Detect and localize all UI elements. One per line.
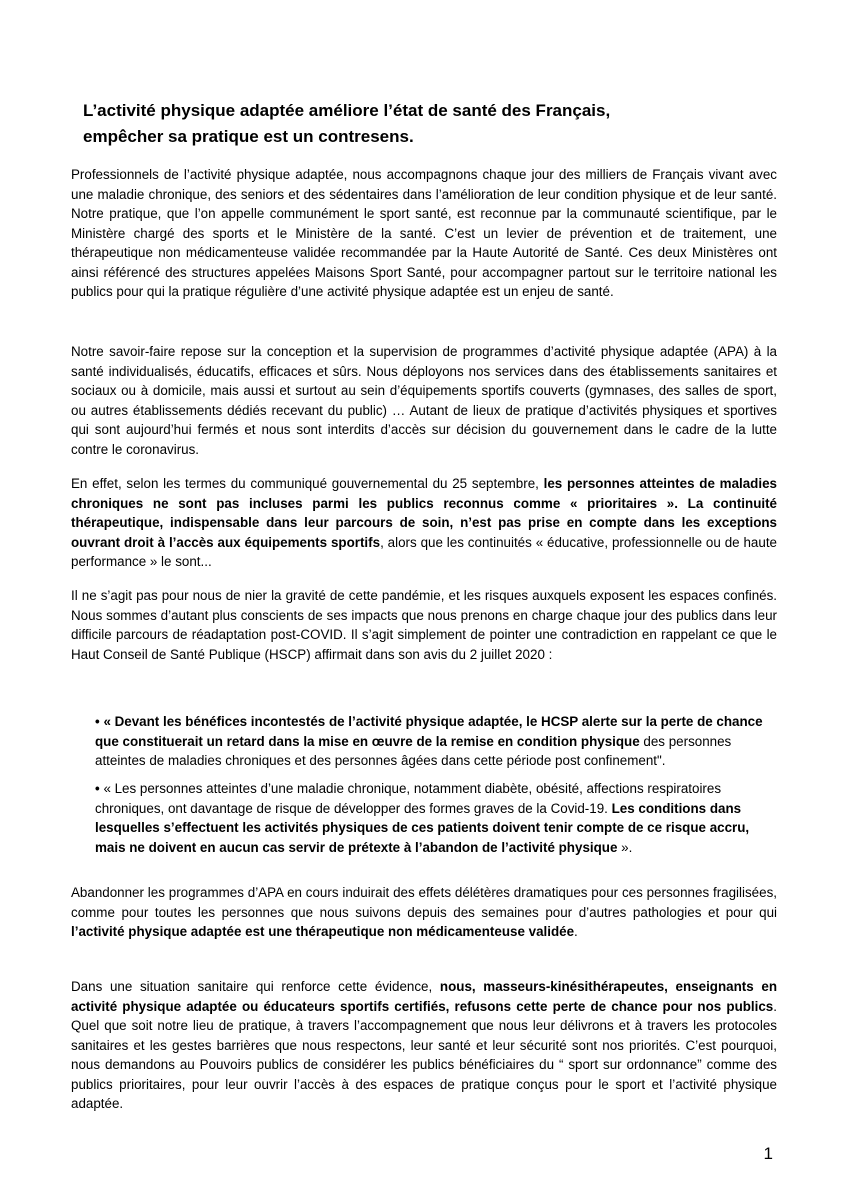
text-span: des personnes atteintes de maladies chroniques et des personnes âgées dans cette période post confinement". — [95, 733, 732, 768]
title-line-2: empêcher sa pratique est un contresens. — [83, 127, 414, 146]
paragraph-pandemic: Il ne s’agit pas pour nous de nier la gravité de cette pandémie, et les risques auxquels exposent les espaces confinés. Nous sommes d’autant plus conscients de ses impacts que nous prenons en charge chaque jour des publics dans leur difficile parcours de réadaptation post-COVID. Il s’agit simplement de pointer une contradiction en rappelant ce que le Haut Conseil de Santé Publique (HSCP) affirmait dans son avis du 2 juillet 2020 : — [71, 588, 777, 662]
bold-span: « Devant les bénéfices incontestés de l’activité physique adaptée, le HCSP alerte sur la perte de chance que constituerait un retard dans la mise en œuvre de la remise en condition physique — [95, 714, 763, 749]
bullet-marker: • — [95, 714, 100, 729]
document-title — [83, 98, 783, 150]
paragraph-abandon — [71, 883, 777, 942]
text-span: , alors que les continuités « éducative, professionnelle ou de haute performance » le sont... — [71, 534, 777, 569]
bold-span: nous, masseurs-kinésithérapeutes, enseignants en activité physique adaptée ou éducateurs sportifs certifiés, refusons cette perte de chance pour nos publics — [71, 979, 777, 1014]
title-line-1: L’activité physique adaptée améliore l’état de santé des Français, — [83, 101, 611, 120]
bold-span: l’activité physique adaptée est une thérapeutique non médicamenteuse validée — [71, 924, 575, 939]
text-span: ». — [617, 839, 633, 855]
text-span: . Quel que soit notre lieu de pratique, à travers l’accompagnement que nous leur délivrons et à travers les protocoles sanitaires et les gestes barrières que nous respectons, leur santé et leur sécurité sont nos priorités. C’est pourquoi, nous demandons au Pouvoirs publics de considérer les publics bénéficiaires du “ sport sur ordonnance” comme des publics prioritaires, pour leur ouvrir l’accès à des espaces de pratique conçus pour le sport et l’activité physique adaptée. — [71, 998, 777, 1111]
text-span: Dans une situation sanitaire qui renforce cette évidence, — [71, 979, 440, 994]
paragraph-conclusion — [71, 977, 777, 1114]
bold-span: les personnes atteintes de maladies chroniques ne sont pas incluses parmi les publics reconnus comme « prioritaires ». La continuité thérapeutique, indispensable dans leur parcours de soin, n’est pas prise en compte dans les exceptions ouvrant droit à l’accès aux équipements sportifs — [71, 476, 777, 550]
text-span: « Les personnes atteintes d’une maladie chronique, notamment diabète, obésité, affections respiratoires chroniques, ont davantage de risque de développer des formes graves de la Covid-19. — [95, 781, 722, 816]
bullet-marker: • — [95, 781, 100, 796]
paragraph-know-how: Notre savoir-faire repose sur la conception et la supervision de programmes d’activité physique adaptée (APA) à la santé individualisés, éducatifs, efficaces et sûrs. Nous déployons nos services dans des établissements sanitaires et sociaux ou à domicile, mais aussi et surtout au sein d’équipements sportifs couverts (gymnases, des salles de sport, ou autres établissements dédiés recevant du public) … Autant de lieux de pratique d’activités physiques et sportives qui sont aujourd’hui fermés et nous sont interdits d’accès sur décision du gouvernement dans le cadre de la lutte contre le coronavirus. — [71, 344, 777, 457]
text-span: En effet, selon les termes du communiqué gouvernemental du 25 septembre, — [71, 476, 544, 491]
bold-span: Les conditions dans lesquelles s’effectuent les activités physiques de ces patients doivent tenir compte de ce risque accru, mais ne doivent en aucun cas servir de prétexte à l’abandon de l’activité physique — [95, 800, 750, 855]
page-number: 1 — [763, 1144, 773, 1163]
text-span: . — [574, 924, 578, 939]
paragraph-intro: Professionnels de l’activité physique adaptée, nous accompagnons chaque jour des milliers de Français vivant avec une maladie chronique, des seniors et des sédentaires dans l’amélioration de leur condition physique et de leur santé. Notre pratique, que l’on appelle communément le sport santé, est reconnue par la communauté scientifique, par le Ministère chargé des sports et le Ministère de la santé. C’est un levier de prévention et de traitement, une thérapeutique non médicamenteuse validée recommandée par la Haute Autorité de Santé. Ces deux Ministères ont ainsi référencé des structures appelées Maisons Sport Santé, pour accompagner partout sur le territoire national les publics pour qui la pratique régulière d’une activité physique adaptée est un enjeu de santé. — [71, 167, 777, 299]
paragraph-communique — [71, 474, 777, 572]
bullet-quote-2 — [95, 779, 779, 857]
text-span: Abandonner les programmes d’APA en cours induirait des effets délétères dramatiques pour ces personnes fragilisées, comme pour toutes les personnes que nous suivons depuis des semaines pour d’autres pathologies et pour qui — [71, 885, 777, 920]
bullet-quote-1 — [95, 712, 779, 771]
